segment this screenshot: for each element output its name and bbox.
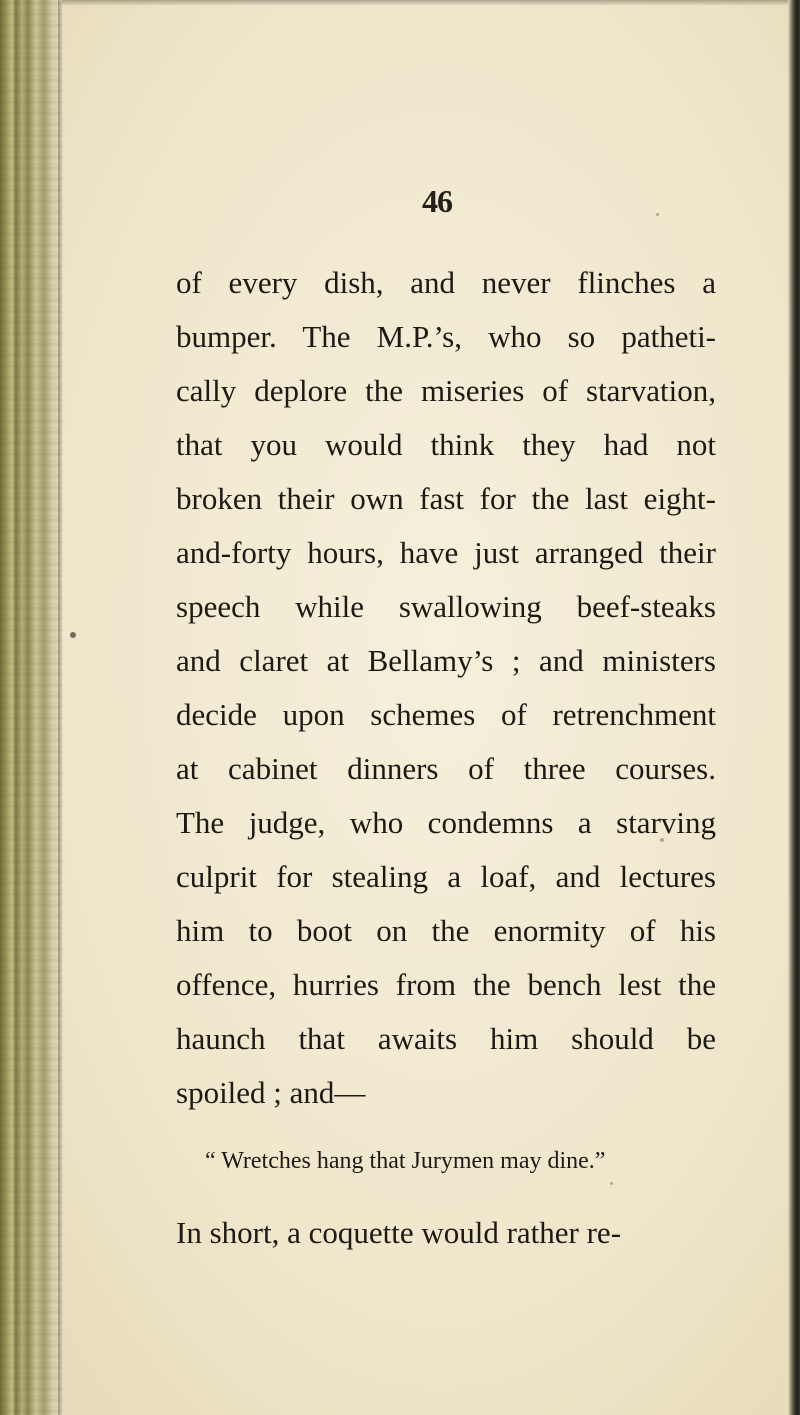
text-line: decide upon schemes of retrenchment xyxy=(176,697,716,732)
text-line: offence, hurries from the bench lest the xyxy=(176,967,716,1002)
top-edge-shadow xyxy=(62,0,800,6)
page-number: 46 xyxy=(422,183,452,219)
text-line: him to boot on the enormity of his xyxy=(176,913,716,948)
binding-gutter xyxy=(0,0,62,1415)
text-line: that you would think they had not xyxy=(176,427,716,462)
text-line: culprit for stealing a loaf, and lectures xyxy=(176,859,716,894)
text-line: In short, a coquette would rather re- xyxy=(176,1215,622,1250)
text-line: haunch that awaits him should be xyxy=(176,1021,716,1056)
paper-speck xyxy=(660,838,664,842)
page-right-edge xyxy=(788,0,800,1415)
text-line: spoiled ; and— xyxy=(176,1075,366,1110)
verse-quotation: “ Wretches hang that Jurymen may dine.” xyxy=(205,1148,606,1174)
text-line: bumper. The M.P.’s, who so patheti- xyxy=(176,319,716,354)
paper-speck xyxy=(610,1182,613,1185)
text-line: of every dish, and never flinches a xyxy=(176,265,716,300)
text-line: at cabinet dinners of three courses. xyxy=(176,751,716,786)
paper-speck xyxy=(70,632,76,638)
text-line: and claret at Bellamy’s ; and ministers xyxy=(176,643,716,678)
text-line: The judge, who condemns a starving xyxy=(176,805,716,840)
gutter-shadow xyxy=(58,0,63,1415)
paper-speck xyxy=(656,213,659,216)
text-line: cally deplore the miseries of starvation, xyxy=(176,373,716,408)
text-line: broken their own fast for the last eight- xyxy=(176,481,716,516)
text-line: speech while swallowing beef-steaks xyxy=(176,589,716,624)
text-line: and-forty hours, have just arranged their xyxy=(176,535,716,570)
